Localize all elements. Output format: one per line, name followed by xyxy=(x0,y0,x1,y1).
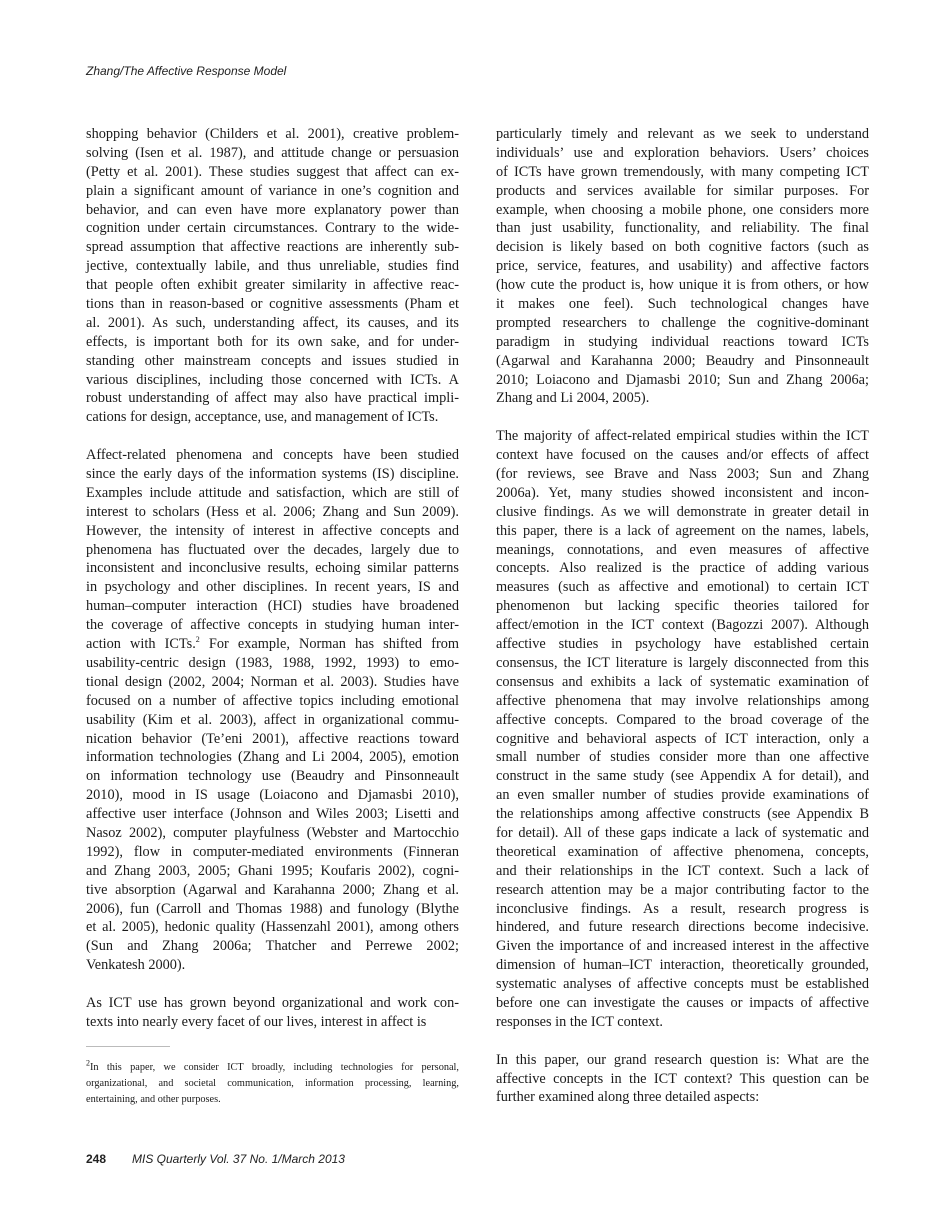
text-line: 2010; Loiacono and Djamasbi 2010; Sun and Zhang 2006a; xyxy=(496,371,869,388)
text-line: al. 2001). As such, understanding affect, its causes, and its xyxy=(86,314,459,331)
footnote-line: organizational, and societal communication, information processing, learning, xyxy=(86,1078,459,1089)
text-line: tions than in reason-based or cognitive assessments (Pham et xyxy=(86,296,459,313)
text-line: systematic analyses of affective concepts must be established xyxy=(496,976,869,993)
text-line: individuals’ use and exploration behaviors. Users’ choices xyxy=(496,144,869,161)
text-line: measures (such as affective and emotional) to certain ICT xyxy=(496,579,869,596)
text-line: As ICT use has grown beyond organizational and work con- xyxy=(86,994,459,1011)
text-line: than just usability, functionality, and reliability. The final xyxy=(496,220,869,237)
text-line: inconclusive findings. As a result, research progress is xyxy=(496,900,869,917)
text-line: further examined along three detailed aspects: xyxy=(496,1089,760,1106)
text-line: (Petty et al. 2001). These studies suggest that affect can ex- xyxy=(86,163,459,180)
text-line: Affect-related phenomena and concepts have been studied xyxy=(86,447,459,464)
text-line: behavior, and can even have more explanatory power than xyxy=(86,201,459,218)
text-line: an even smaller number of studies provide examinations of xyxy=(496,787,869,804)
text-line: Examples include attitude and satisfaction, which are still of xyxy=(86,484,459,501)
text-line: 2006a). Yet, many studies showed inconsistent and incon- xyxy=(496,484,869,501)
footnote-marker: 2 xyxy=(86,1058,90,1068)
paragraph xyxy=(496,427,869,1032)
text-line: 1992), flow in computer-mediated environments (Finneran xyxy=(86,843,459,860)
text-line: affective concepts. Compared to the broad coverage of the xyxy=(496,711,869,728)
paragraph xyxy=(86,446,459,975)
text-line: Given the importance of and increased interest in the affective xyxy=(496,938,869,955)
text-line: concepts. Also realized is the practice of adding various xyxy=(496,560,869,577)
text-line: usability (Kim et al. 2003), affect in organizational commu- xyxy=(86,711,459,728)
text-line: affective phenomena that may involve relationships among xyxy=(496,692,869,709)
right-column xyxy=(496,125,869,1126)
text-line: solving (Isen et al. 1987), and attitude change or persuasion xyxy=(86,144,459,161)
text-line: nication behavior (Te’eni 2001), affective reactions toward xyxy=(86,730,459,747)
text-line: particularly timely and relevant as we seek to understand xyxy=(496,126,869,142)
paragraph xyxy=(86,994,459,1032)
text-line: et al. 2005), hedonic quality (Hassenzahl 2001), among others xyxy=(86,919,459,936)
paragraph xyxy=(496,125,869,408)
text-line: (Sun and Zhang 2006a; Thatcher and Perrewe 2002; xyxy=(86,938,459,955)
text-line: cognitive and behavioral aspects of ICT interaction, only a xyxy=(496,730,869,747)
text-line: human–computer interaction (HCI) studies have broadened xyxy=(86,598,459,615)
text-line: since the early days of the information systems (IS) discipline. xyxy=(86,466,459,483)
text-line: shopping behavior (Childers et al. 2001), creative problem- xyxy=(86,126,459,142)
text-line: cognition under certain circumstances. Contrary to the wide- xyxy=(86,220,459,237)
footnote-divider xyxy=(86,1046,170,1047)
text-line: hindered, and future research directions become indecisive. xyxy=(496,919,869,936)
text-line: research attention may be a major contributing factor to the xyxy=(496,881,869,898)
text-line: Zhang and Li 2004, 2005). xyxy=(496,390,650,407)
text-line: and their relationships in the ICT context. Such a lack of xyxy=(496,862,869,879)
footnote-line: entertaining, and other purposes. xyxy=(86,1094,221,1105)
text-line: of ICTs have grown tremendously, with many competing ICT xyxy=(496,163,869,180)
text-line: price, service, features, and usability) and affective factors xyxy=(496,258,869,275)
text-line: construct in the same study (see Appendix A for detail), and xyxy=(496,768,869,785)
text-line: Nasoz 2002), computer playfulness (Webster and Martocchio xyxy=(86,824,459,841)
text-line: effects, is important both for its own sake, and for under- xyxy=(86,333,459,350)
text-line: theoretical examination of affective phenomena, concepts, xyxy=(496,843,869,860)
text-line: 2006), fun (Carroll and Thomas 1988) and funology (Blythe xyxy=(86,900,459,917)
text-line: The majority of affect-related empirical studies within the ICT xyxy=(496,428,869,445)
text-line: prompted researchers to challenge the cognitive-dominant xyxy=(496,314,869,331)
text-line: products and services available for similar purposes. For xyxy=(496,182,869,199)
text-line: consensus and exhibits a lack of systematic examination of xyxy=(496,673,869,690)
text-line: Venkatesh 2000). xyxy=(86,957,186,974)
text-line: tive absorption (Agarwal and Karahanna 2000; Zhang et al. xyxy=(86,881,459,898)
text-line: paradigm in studying individual reactions toward ICTs xyxy=(496,333,869,350)
journal-citation: MIS Quarterly Vol. 37 No. 1/March 2013 xyxy=(132,1152,345,1166)
text-line: (for reviews, see Brave and Nass 2003; Sun and Zhang xyxy=(496,466,869,483)
text-line: on information technology use (Beaudry and Pinsonneault xyxy=(86,768,459,785)
footnote-marker: 2 xyxy=(195,635,200,645)
text-line: context have focused on the causes and/or effects of affect xyxy=(496,447,869,464)
text-line: dimension of human–ICT interaction, theoretically grounded, xyxy=(496,957,869,974)
text-line: responses in the ICT context. xyxy=(496,1013,663,1030)
text-line: action with ICTs.$^2$ For example, Norman has shifted from xyxy=(86,635,460,653)
text-line: (how cute the product is, how unique it is from others, or how xyxy=(496,277,869,294)
page-number: 248 xyxy=(86,1152,107,1166)
text-line: plain a significant amount of variance in one’s cognition and xyxy=(86,182,459,199)
text-line: affective user interface (Johnson and Wiles 2003; Lisetti and xyxy=(86,806,459,823)
text-line: inconsistent and inconclusive results, echoing similar patterns xyxy=(86,560,459,577)
text-line: for detail). All of these gaps indicate a lack of systematic and xyxy=(496,824,869,841)
text-line: robust understanding of affect may also have practical impli- xyxy=(86,390,459,407)
text-line: decision is likely based on both cognitive factors (such as xyxy=(496,239,869,256)
text-line: In this paper, our grand research question is: What are the xyxy=(496,1051,869,1068)
text-line: clusive findings. As we will demonstrate in greater detail in xyxy=(496,503,869,520)
text-line: meanings, connotations, and even measures of affective xyxy=(496,541,869,558)
text-line: this paper, there is a lack of agreement on the names, labels, xyxy=(496,522,869,539)
text-line: various disciplines, including those concerned with ICTs. A xyxy=(86,371,459,388)
text-line: in psychology and other disciplines. In recent years, IS and xyxy=(86,579,459,596)
text-line: consensus, the ICT literature is largely disconnected from this xyxy=(496,654,869,671)
text-line: tional design (2002, 2004; Norman et al. 2003). Studies have xyxy=(86,673,459,690)
text-line: standing other mainstream concepts and issues studied in xyxy=(86,352,459,369)
text-line: the coverage of affective concepts in studying human inter- xyxy=(86,617,459,634)
text-line: before one can investigate the causes or impacts of affective xyxy=(496,994,869,1011)
text-line: However, the intensity of interest in affective concepts and xyxy=(86,522,459,539)
text-line: example, when choosing a mobile phone, one considers more xyxy=(496,201,869,218)
text-line: and Zhang 2003, 2005; Ghani 1995; Koufaris 2002), cogni- xyxy=(86,862,459,879)
text-line: that people often exhibit greater similarity in affective reac- xyxy=(86,277,459,294)
text-line: cations for design, acceptance, use, and management of ICTs. xyxy=(86,409,439,426)
text-line: phenomena has fluctuated over the decades, largely due to xyxy=(86,541,459,558)
text-line: interest to scholars (Hess et al. 2006; Zhang and Sun 2009). xyxy=(86,503,459,520)
text-line: it makes one feel). Such technological changes have xyxy=(496,296,869,313)
text-line: texts into nearly every facet of our lives, interest in affect is xyxy=(86,1013,427,1030)
text-line: (Agarwal and Karahanna 2000; Beaudry and Pinsonneault xyxy=(496,352,869,369)
text-line: small number of studies consider more than one affective xyxy=(496,749,869,766)
text-line: 2010), mood in IS usage (Loiacono and Djamasbi 2010), xyxy=(86,787,459,804)
paragraph xyxy=(496,1051,869,1108)
text-line: information technologies (Zhang and Li 2004, 2005), emotion xyxy=(86,749,459,766)
text-line: the relationships among affective constructs (see Appendix B xyxy=(496,806,869,823)
text-line: affective studies in psychology have established certain xyxy=(496,636,869,653)
footnote xyxy=(86,1060,459,1108)
text-line: spread assumption that affective reactions are inherently sub- xyxy=(86,239,459,256)
text-line: jective, contextually labile, and thus unreliable, studies find xyxy=(86,258,459,275)
page-footer xyxy=(86,1152,345,1166)
running-head: Zhang/The Affective Response Model xyxy=(86,64,287,78)
text-line: phenomenon but lacking specific theories tailored for xyxy=(496,598,869,615)
text-line: affect/emotion in the ICT context (Bagozzi 2007). Although xyxy=(496,617,869,634)
text-line: usability-centric design (1983, 1988, 1992, 1993) to emo- xyxy=(86,654,459,671)
text-line: affective concepts in the ICT context? This question can be xyxy=(496,1070,869,1087)
left-column xyxy=(86,125,459,1051)
text-line: focused on a number of affective topics including emotional xyxy=(86,692,459,709)
footnote-line: $^2$In this paper, we consider ICT broadly, including technologies for personal, xyxy=(86,1058,459,1073)
paragraph xyxy=(86,125,459,427)
